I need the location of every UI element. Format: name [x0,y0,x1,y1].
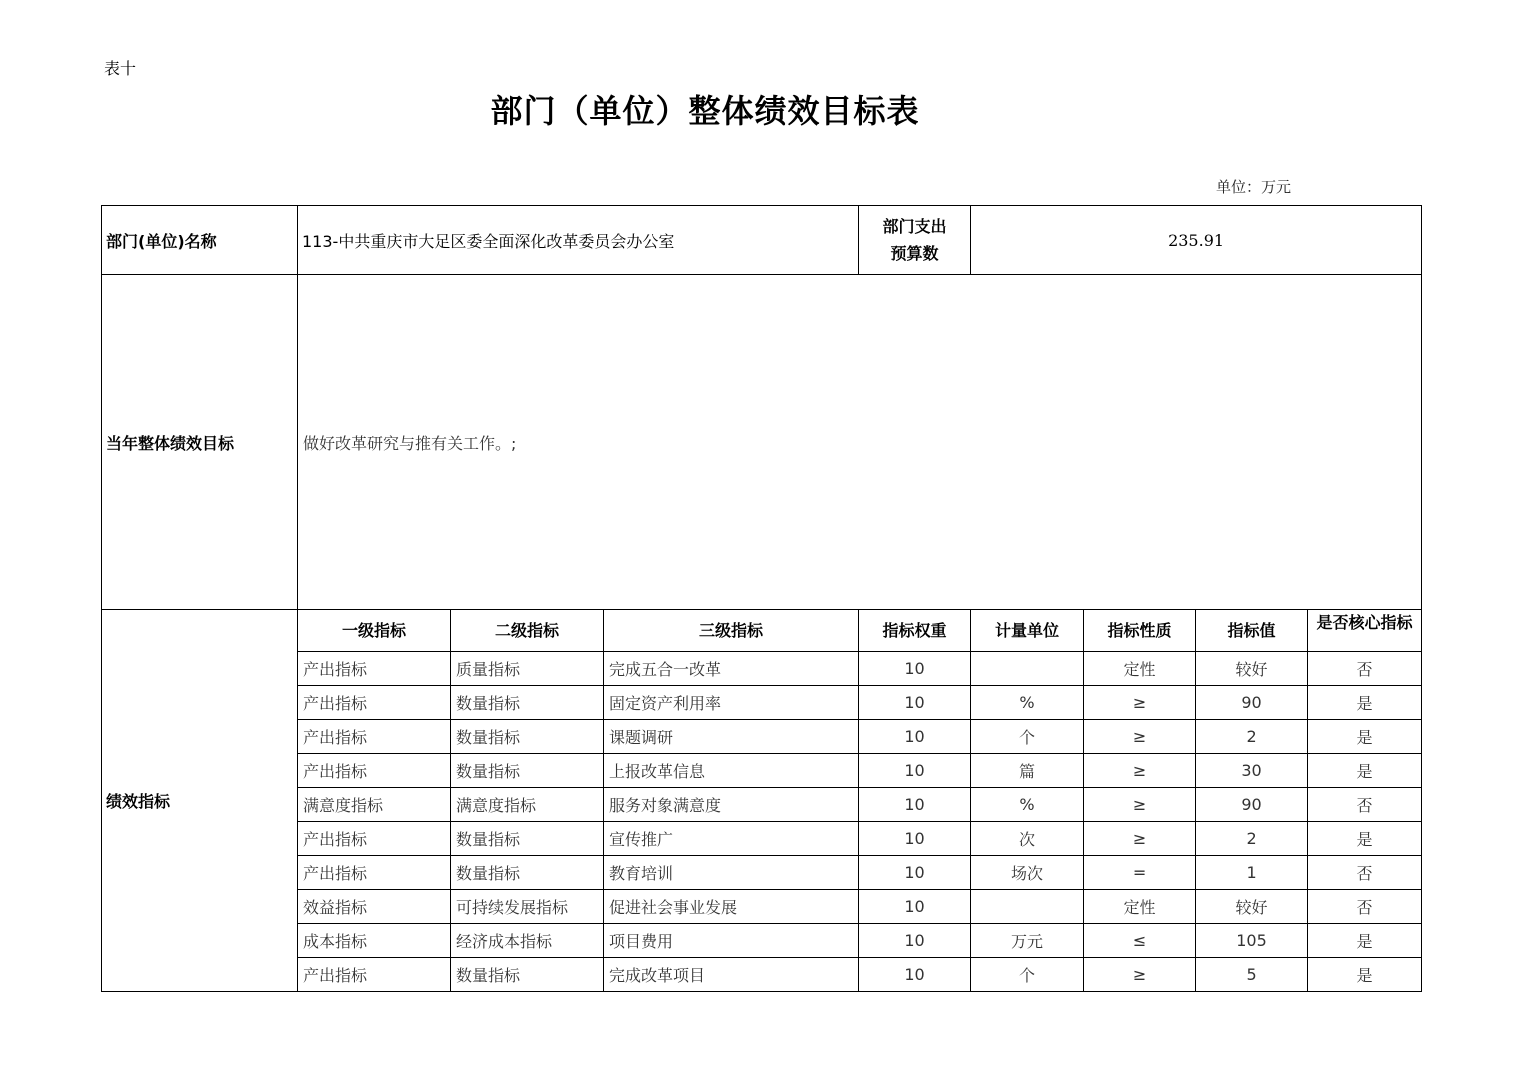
cell-value: 30 [1196,754,1308,788]
performance-table [101,205,1422,992]
dept-name-value: 113-中共重庆市大足区委全面深化改革委员会办公室 [298,206,859,275]
cell-weight: 10 [859,788,971,822]
cell-nature: ≥ [1084,720,1196,754]
cell-level2: 数量指标 [451,686,604,720]
cell-level1: 效益指标 [298,890,451,924]
cell-level2: 可持续发展指标 [451,890,604,924]
cell-level2: 数量指标 [451,822,604,856]
cell-level2: 数量指标 [451,958,604,992]
header-core [1308,610,1422,652]
cell-level3: 完成五合一改革 [604,652,859,686]
budget-label-line-1: 部门支出 [882,217,947,236]
page-title: 部门（单位）整体绩效目标表 [490,92,920,130]
cell-weight: 10 [859,958,971,992]
indicator-row [102,856,1422,890]
cell-level2: 数量指标 [451,754,604,788]
cell-level2: 数量指标 [451,856,604,890]
cell-unit: % [971,788,1084,822]
indicator-row [102,686,1422,720]
cell-level1: 成本指标 [298,924,451,958]
cell-level1: 产出指标 [298,856,451,890]
unit-note: 单位：万元 [1216,178,1292,196]
cell-core: 是 [1308,822,1422,856]
cell-unit: 次 [971,822,1084,856]
cell-value: 2 [1196,720,1308,754]
cell-core: 是 [1308,754,1422,788]
budget-label [859,206,971,275]
cell-core: 是 [1308,924,1422,958]
header-core-text: 是否核心指标 [1316,613,1413,632]
cell-core: 否 [1308,652,1422,686]
cell-unit [971,890,1084,924]
cell-level1: 产出指标 [298,754,451,788]
cell-weight: 10 [859,924,971,958]
cell-unit: 篇 [971,754,1084,788]
cell-unit [971,652,1084,686]
indicator-row [102,652,1422,686]
cell-level2: 数量指标 [451,720,604,754]
cell-value: 5 [1196,958,1308,992]
cell-value: 90 [1196,686,1308,720]
cell-level1: 产出指标 [298,686,451,720]
cell-weight: 10 [859,822,971,856]
header-value: 指标值 [1196,610,1308,652]
cell-level3: 课题调研 [604,720,859,754]
cell-nature: ≥ [1084,822,1196,856]
budget-value: 235.91 [971,206,1422,275]
indicator-row [102,754,1422,788]
cell-value: 90 [1196,788,1308,822]
cell-level3: 促进社会事业发展 [604,890,859,924]
cell-nature: ≥ [1084,754,1196,788]
cell-level2: 满意度指标 [451,788,604,822]
cell-level3: 固定资产利用率 [604,686,859,720]
cell-weight: 10 [859,856,971,890]
cell-level3: 教育培训 [604,856,859,890]
cell-core: 是 [1308,958,1422,992]
cell-level3: 项目费用 [604,924,859,958]
cell-unit: % [971,686,1084,720]
cell-level3: 宣传推广 [604,822,859,856]
cell-weight: 10 [859,890,971,924]
header-level1: 一级指标 [298,610,451,652]
cell-level3: 上报改革信息 [604,754,859,788]
header-nature: 指标性质 [1084,610,1196,652]
header-unit: 计量单位 [971,610,1084,652]
cell-nature: = [1084,856,1196,890]
cell-core: 否 [1308,890,1422,924]
cell-value: 105 [1196,924,1308,958]
indicator-row [102,822,1422,856]
cell-nature: ≤ [1084,924,1196,958]
cell-nature: 定性 [1084,890,1196,924]
cell-level2: 经济成本指标 [451,924,604,958]
indicator-header-row [102,610,1422,652]
indicator-row [102,720,1422,754]
cell-value: 1 [1196,856,1308,890]
cell-nature: ≥ [1084,788,1196,822]
cell-level3: 服务对象满意度 [604,788,859,822]
cell-nature: ≥ [1084,958,1196,992]
indicator-row [102,890,1422,924]
indicator-row [102,958,1422,992]
cell-nature: 定性 [1084,652,1196,686]
indicators-label: 绩效指标 [102,610,298,992]
cell-level1: 产出指标 [298,652,451,686]
header-level3: 三级指标 [604,610,859,652]
cell-nature: ≥ [1084,686,1196,720]
goal-row [102,275,1422,610]
cell-core: 否 [1308,856,1422,890]
cell-unit: 个 [971,958,1084,992]
cell-unit: 场次 [971,856,1084,890]
header-level2: 二级指标 [451,610,604,652]
cell-level3: 完成改革项目 [604,958,859,992]
cell-level1: 产出指标 [298,958,451,992]
indicator-row [102,924,1422,958]
table-number: 表十 [104,59,137,78]
cell-level1: 产出指标 [298,822,451,856]
cell-core: 否 [1308,788,1422,822]
cell-value: 较好 [1196,652,1308,686]
cell-core: 是 [1308,686,1422,720]
indicator-row [102,788,1422,822]
cell-weight: 10 [859,754,971,788]
budget-label-line-2: 预算数 [890,244,939,263]
dept-row [102,206,1422,275]
header-weight: 指标权重 [859,610,971,652]
cell-weight: 10 [859,652,971,686]
cell-weight: 10 [859,686,971,720]
cell-unit: 万元 [971,924,1084,958]
cell-value: 2 [1196,822,1308,856]
cell-value: 较好 [1196,890,1308,924]
dept-name-label: 部门(单位)名称 [102,206,298,275]
cell-level1: 满意度指标 [298,788,451,822]
goal-label: 当年整体绩效目标 [102,275,298,610]
cell-core: 是 [1308,720,1422,754]
cell-level2: 质量指标 [451,652,604,686]
goal-value: 做好改革研究与推有关工作。; [298,275,1422,610]
cell-weight: 10 [859,720,971,754]
cell-level1: 产出指标 [298,720,451,754]
cell-unit: 个 [971,720,1084,754]
